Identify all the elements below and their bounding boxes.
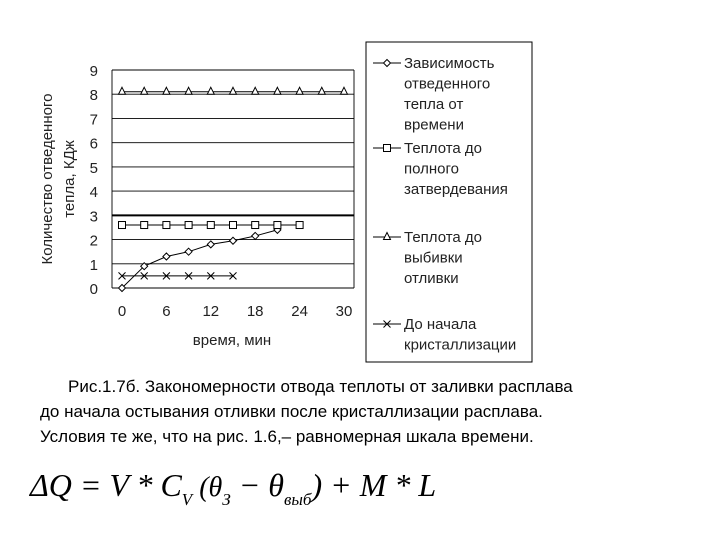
legend xyxy=(366,42,532,362)
legend-label: затвердевания xyxy=(404,181,508,198)
triangle-marker xyxy=(318,87,325,94)
formula-cv-subscript: V xyxy=(181,490,193,509)
square-marker xyxy=(141,222,148,229)
square-marker xyxy=(163,222,170,229)
y-axis-label xyxy=(39,94,78,265)
formula-theta3-subscript: З xyxy=(222,490,231,509)
series-3 xyxy=(119,87,348,94)
triangle-marker xyxy=(230,87,237,94)
series-layer xyxy=(119,87,348,291)
formula-close: ) + M * L xyxy=(311,467,437,503)
legend-label: отливки xyxy=(404,270,459,287)
y-tick-label: 2 xyxy=(89,232,98,250)
x-tick-label: 18 xyxy=(246,303,264,320)
diamond-marker xyxy=(163,253,170,260)
legend-label: времени xyxy=(404,116,464,134)
triangle-marker xyxy=(341,87,348,94)
series-1 xyxy=(119,226,281,291)
y-tick-label: 5 xyxy=(89,159,98,177)
square-marker xyxy=(274,222,281,229)
triangle-marker xyxy=(274,87,281,94)
y-tick-label: 7 xyxy=(89,111,98,129)
triangle-marker xyxy=(296,87,303,94)
triangle-marker xyxy=(141,87,148,94)
grid xyxy=(112,70,354,288)
square-marker xyxy=(252,222,259,229)
x-tick-label: 12 xyxy=(202,303,220,320)
y-tick-label: 3 xyxy=(89,208,98,226)
y-axis-label-line: тепла, КДж xyxy=(61,140,78,218)
legend-label: кристаллизации xyxy=(404,336,517,354)
y-tick-label: 4 xyxy=(89,184,98,202)
diamond-marker xyxy=(230,237,237,244)
square-marker xyxy=(384,145,391,152)
heat-formula xyxy=(30,467,437,509)
y-tick-label: 6 xyxy=(89,135,98,153)
series-2 xyxy=(119,222,304,229)
diamond-marker xyxy=(185,248,192,255)
square-marker xyxy=(230,222,237,229)
figure-caption xyxy=(40,374,700,449)
triangle-marker xyxy=(252,87,259,94)
caption-line: до начала остывания отливки после кристаллизации расплава. xyxy=(40,402,543,421)
x-tick-label: 0 xyxy=(117,303,127,320)
legend-label: Теплота до xyxy=(404,140,483,157)
square-marker xyxy=(207,222,214,229)
y-tick-label: 1 xyxy=(89,256,98,274)
square-marker xyxy=(185,222,192,229)
legend-label: отведенного xyxy=(404,75,491,93)
y-axis-label-line: Количество отведенного xyxy=(39,93,56,265)
square-marker xyxy=(296,222,303,229)
formula-theta-out-subscript: выб xyxy=(284,490,312,509)
formula-minus: − θ xyxy=(230,467,284,503)
caption-line: Рис.1.7б. Закономерности отвода теплоты от заливки расплава xyxy=(68,377,573,396)
y-tick-label: 0 xyxy=(89,281,98,298)
triangle-marker xyxy=(163,87,170,94)
triangle-marker xyxy=(119,87,126,94)
x-tick-label: 24 xyxy=(291,303,308,320)
x-tick-label: 30 xyxy=(335,303,353,320)
formula-open: (θ xyxy=(192,472,223,503)
x-axis-label: время, мин xyxy=(192,332,272,349)
legend-label: Теплота до xyxy=(404,229,483,246)
diamond-marker xyxy=(252,232,259,239)
diamond-marker xyxy=(207,241,214,248)
triangle-marker xyxy=(207,87,214,94)
formula-lhs: ΔQ = V * C xyxy=(30,467,182,503)
square-marker xyxy=(119,222,126,229)
legend-label: До начала xyxy=(404,316,477,333)
legend-label: полного xyxy=(404,160,459,178)
y-tick-label: 8 xyxy=(89,87,98,105)
x-tick-label: 6 xyxy=(162,303,171,320)
y-tick-label: 9 xyxy=(89,63,98,80)
legend-label: тепла от xyxy=(404,96,464,113)
caption-line: Условия те же, что на рис. 1.6,– равномерная шкала времени. xyxy=(40,427,534,446)
triangle-marker xyxy=(185,87,192,94)
legend-label: Зависимость xyxy=(404,55,495,72)
legend-label: выбивки xyxy=(404,249,463,267)
